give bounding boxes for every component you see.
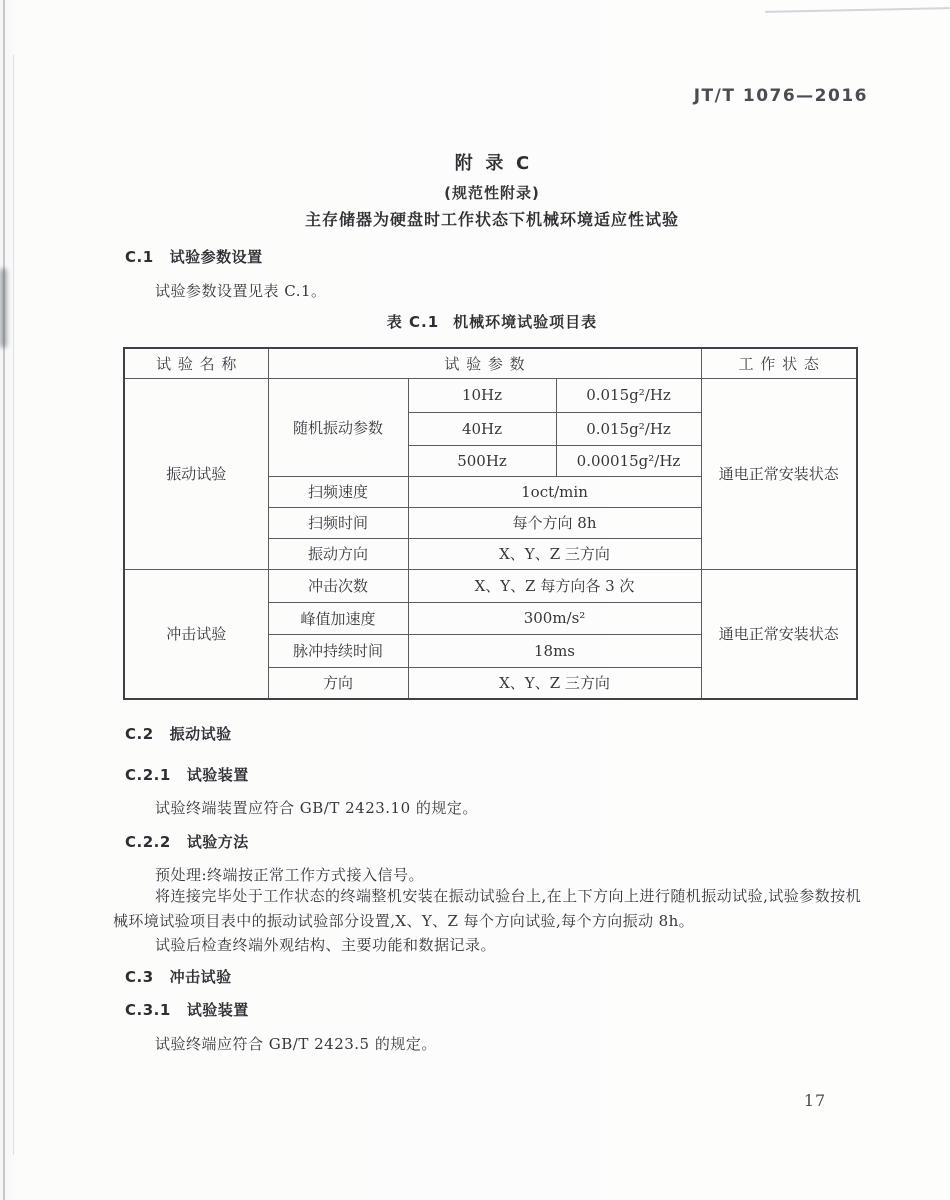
param-cell: 振动方向 bbox=[268, 538, 408, 569]
appendix-heading: 主存储器为硬盘时工作状态下机械环境适应性试验 bbox=[304, 210, 679, 229]
paragraph-c22-pretreatment: 预处理:终端按正常工作方式接入信号。 bbox=[155, 866, 425, 884]
section-heading-c21 bbox=[125, 764, 249, 785]
section-number: C.2.2 bbox=[125, 833, 171, 851]
table-caption-title: 机械环境试验项目表 bbox=[453, 313, 598, 331]
paragraph-c21: 试验终端装置应符合 GB/T 2423.10 的规定。 bbox=[155, 799, 478, 817]
param-cell: 峰值加速度 bbox=[268, 602, 408, 634]
param-cell: 方向 bbox=[268, 667, 408, 699]
section-heading-c3 bbox=[125, 966, 232, 987]
paragraph-c1: 试验参数设置见表 C.1。 bbox=[155, 282, 327, 300]
group-cell-shock: 冲击试验 bbox=[124, 569, 268, 699]
param-cell: 冲击次数 bbox=[268, 569, 408, 602]
state-cell-shock: 通电正常安装状态 bbox=[701, 569, 857, 699]
paragraph-c31: 试验终端应符合 GB/T 2423.5 的规定。 bbox=[155, 1035, 437, 1053]
paragraph-c22-check: 试验后检查终端外观结构、主要功能和数据记录。 bbox=[155, 936, 497, 954]
section-heading-c31 bbox=[125, 999, 249, 1020]
value-cell: 1oct/min bbox=[408, 476, 701, 507]
section-heading-c1 bbox=[125, 246, 263, 267]
value-cell: 300m/s² bbox=[408, 602, 701, 634]
col-header-test-name: 试验名称 bbox=[124, 348, 268, 378]
col-header-work-state: 工作状态 bbox=[701, 348, 857, 378]
scan-edge-smudge bbox=[0, 268, 7, 348]
value-cell: 0.00015g²/Hz bbox=[556, 445, 701, 476]
appendix-subtitle: (规范性附录) bbox=[444, 184, 540, 202]
table-caption bbox=[32, 311, 950, 332]
appendix-title: 附录C bbox=[454, 153, 542, 174]
freq-cell: 40Hz bbox=[408, 412, 556, 445]
value-cell: X、Y、Z 三方向 bbox=[408, 538, 701, 569]
table-row bbox=[124, 569, 857, 602]
group-cell-vibration: 振动试验 bbox=[124, 378, 268, 569]
section-title: 试验参数设置 bbox=[169, 248, 263, 266]
standard-number: JT/T 1076—2016 bbox=[693, 86, 868, 106]
scan-edge-line bbox=[13, 55, 14, 1155]
value-cell: X、Y、Z 三方向 bbox=[408, 667, 701, 699]
value-cell: X、Y、Z 每方向各 3 次 bbox=[408, 569, 701, 602]
section-title: 试验装置 bbox=[186, 1001, 249, 1019]
param-cell: 扫频速度 bbox=[268, 476, 408, 507]
section-title: 振动试验 bbox=[169, 725, 232, 743]
col-header-test-params: 试验参数 bbox=[268, 348, 701, 378]
mechanical-environment-test-table bbox=[123, 347, 858, 700]
value-cell: 0.015g²/Hz bbox=[556, 412, 701, 445]
section-number: C.3.1 bbox=[125, 1001, 171, 1019]
section-title: 试验方法 bbox=[186, 833, 249, 851]
param-cell: 扫频时间 bbox=[268, 507, 408, 538]
freq-cell: 10Hz bbox=[408, 378, 556, 412]
table-row bbox=[124, 378, 857, 412]
state-cell-vibration: 通电正常安装状态 bbox=[701, 378, 857, 569]
param-cell: 脉冲持续时间 bbox=[268, 634, 408, 667]
page-number: 17 bbox=[803, 1091, 827, 1110]
value-cell: 每个方向 8h bbox=[408, 507, 701, 538]
freq-cell: 500Hz bbox=[408, 445, 556, 476]
param-cell-random-vibration: 随机振动参数 bbox=[268, 378, 408, 476]
section-number: C.3 bbox=[125, 968, 154, 986]
section-number: C.2.1 bbox=[125, 766, 171, 784]
section-heading-c22 bbox=[125, 831, 249, 852]
table-header-row bbox=[124, 348, 857, 378]
value-cell: 18ms bbox=[408, 634, 701, 667]
section-number: C.1 bbox=[125, 248, 154, 266]
paragraph-c22-method: 将连接完毕处于工作状态的终端整机安装在振动试验台上,在上下方向上进行随机振动试验,试验参数按机械环境试验项目表中的振动试验部分设置,X、Y、Z 每个方向试验,每个方向振动 8h。 bbox=[113, 887, 861, 930]
section-title: 冲击试验 bbox=[169, 968, 232, 986]
table-caption-label: 表 C.1 bbox=[386, 313, 440, 331]
scan-edge-line bbox=[3, 0, 5, 1200]
value-cell: 0.015g²/Hz bbox=[556, 378, 701, 412]
section-heading-c2 bbox=[125, 723, 232, 744]
section-number: C.2 bbox=[125, 725, 154, 743]
section-title: 试验装置 bbox=[186, 766, 249, 784]
